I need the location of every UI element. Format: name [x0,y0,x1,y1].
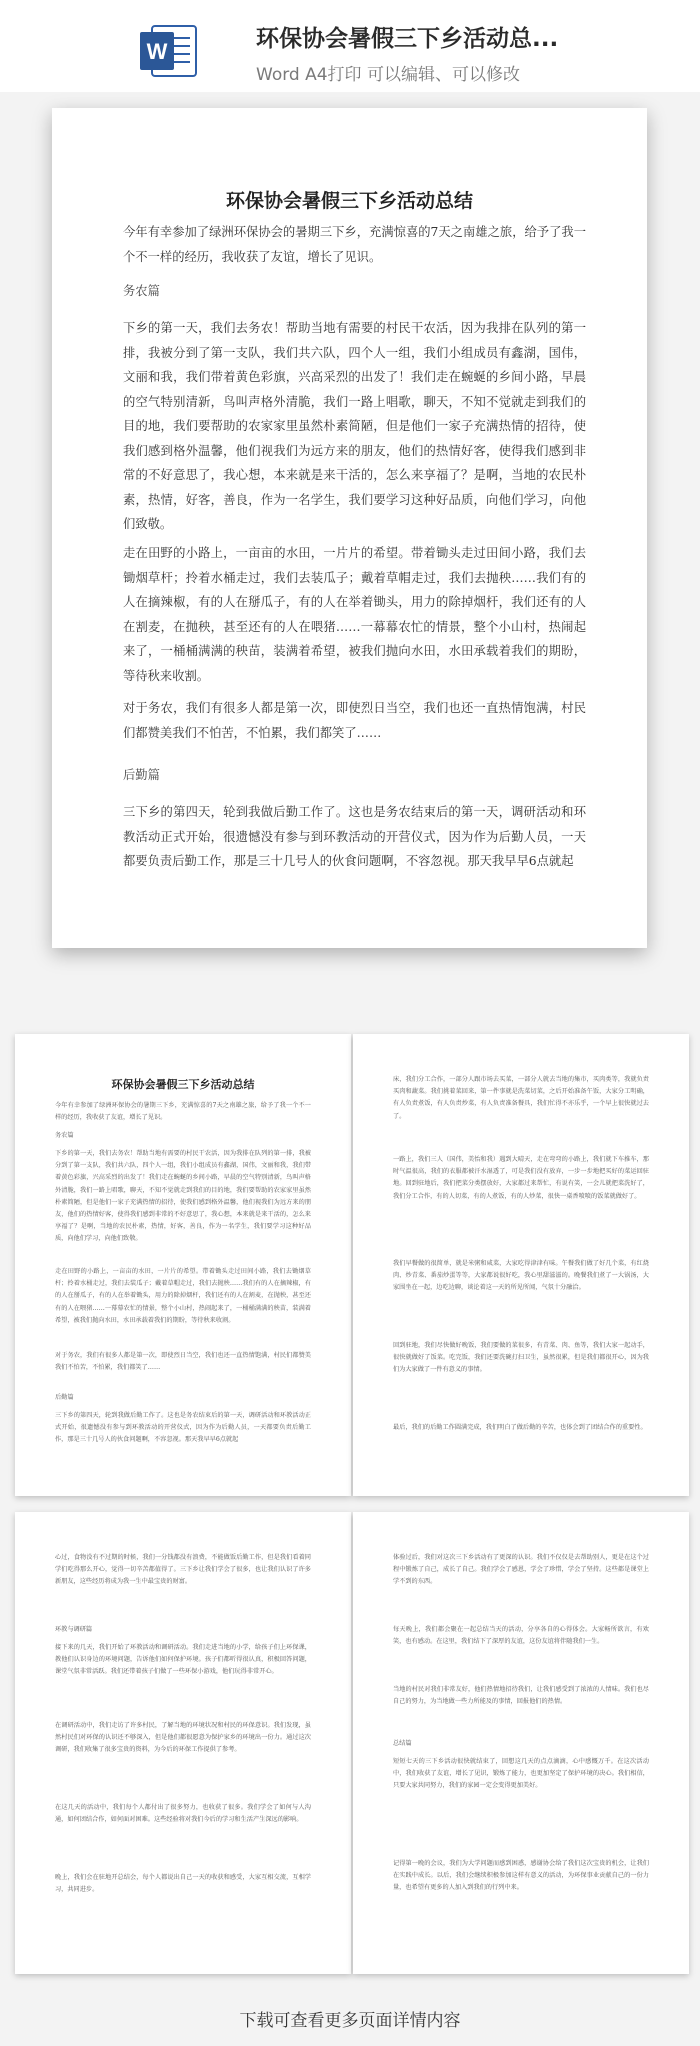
page-thumbnail-4[interactable] [353,1512,689,1974]
section-heading-farming: 务农篇 [123,284,160,298]
thumbnail-text: 体验过后，我们对这次三下乡活动有了更深的认识。我们不仅仅是去帮助别人，更是在这个过程中锻炼了自己，成长了自己。我们学会了感恩，学会了珍惜，学会了坚持。这些都是课堂上学不到的东西。 [393,1554,649,1586]
thumbnail-text: 三下乡的第四天，轮到我做后勤工作了。这也是务农结束后的第一天，调研活动和环教活动正式开始，很遗憾没有参与到环教活动的开营仪式，因为作为后勤人员，一天都要负责后勤工作，那是三十几号人的伙食问题啊，不容忽视。那天我早早6点就起 [55,1412,311,1444]
document-subtitle: Word A4打印 可以编辑、可以修改 [256,65,520,85]
thumbnail-section-heading: 务农篇 [55,1132,74,1139]
thumbnail-section-heading: 后勤篇 [55,1394,74,1401]
thumbnail-text: 回到驻地，我们尽快做好晚饭，我们要做的菜很多，有青菜、肉、鱼等，我们大家一起动手，很快就做好了饭菜。吃完饭，我们还要洗碗打扫卫生，虽然很累，但是我们都很开心，因为我们为大家做了一件有意义的事情。 [393,1342,649,1374]
thumbnail-text: 下乡的第一天，我们去务农！帮助当地有需要的村民干农活，因为我排在队列的第一排，我被分到了第一支队，我们共六队，四个人一组，我们小组成员有鑫湖，国伟，文丽和我，我们带着黄色彩旗，兴高采烈的出发了！我们走在蜿蜒的乡间小路，早晨的空气特别清新，鸟叫声格外清脆，我们一路上唱歌，聊天，不知不觉就走到我们的目的地，我们要帮助的农家家里虽然朴素简陋，但是他们一家子充满热情的招待，使我们感到格外温馨，他们视我们为远方来的朋友，他们的热情好客，使得我们感到非常的不好意思了，我心想，本来就是来干活的，怎么来享福了？是啊，当地的农民朴素，热情，好客，善良，作为一名学生，我们要学习这种好品质，向他们学习，向他们致敬。 [55,1150,311,1243]
section-heading-logistics: 后勤篇 [123,768,160,782]
thumbnail-text: 心过，食物没有不过期的时候，我们一分钱都没有浪费，不能做饭后勤工作，但是我们看着同学们吃得那么开心，觉得一切辛苦都值得了。三下乡让我们学会了很多，也让我们认识了许多新朋友，这些经历将成为我一生中最宝贵的财富。 [55,1554,311,1586]
paragraph-farming-2: 走在田野的小路上，一亩亩的水田，一片片的希望。带着锄头走过田间小路，我们去锄烟草杆；拎着水桶走过，我们去装瓜子；戴着草帽走过，我们去抛秧……我们有的人在摘辣椒，有的人在掰瓜子，有的人在举着锄头，用力的除掉烟杆，我们还有的人在割麦，在抛秧，甚至还有的人在喂猪……一幕幕农忙的情景，整个小山村，热闹起来了，一桶桶满满的秧苗，装满着希望，被我们抛向水田，水田承载着我们的期盼，等待秋来收割。 [123,546,586,683]
thumbnail-text: 对于务农，我们有很多人都是第一次，即使烈日当空，我们也还一直热情饱满，村民们都赞美我们不怕苦，不怕累，我们都笑了…… [55,1352,311,1372]
thumbnail-text: 短短七天的三下乡活动很快就结束了，回想这几天的点点滴滴，心中感慨万千。在这次活动中，我们收获了友谊，增长了见识，锻炼了能力，也更加坚定了保护环境的决心。我们相信，只要大家共同努力，我们的家园一定会变得更加美好。 [393,1758,649,1790]
page-thumbnail-2[interactable] [353,1034,689,1496]
thumbnail-text: 我们早餐做的很简单，就是米粥和咸菜，大家吃得津津有味。午餐我们做了好几个菜，有红烧肉、炒青菜、番茄炒蛋等等，大家都说很好吃，我心里甜滋滋的。晚餐我们煮了一大锅汤，大家围坐在一起，边吃边聊，谈论着这一天的所见所闻，气氛十分融洽。 [393,1260,649,1292]
word-document-icon [138,20,200,82]
thumbnail-title: 环保协会暑假三下乡活动总结 [111,1078,255,1091]
thumbnail-text: 晚上，我们会在驻地开总结会，每个人都说出自己一天的收获和感受，大家互相交流，互相学习，共同进步。 [55,1874,311,1894]
thumbnail-text: 在这几天的活动中，我们每个人都付出了很多努力，也收获了很多。我们学会了如何与人沟通，如何团结合作，如何面对困难。这些经验将对我们今后的学习和生活产生深远的影响。 [55,1804,311,1824]
intro-paragraph: 今年有幸参加了绿洲环保协会的暑期三下乡，充满惊喜的7天之南雄之旅，给予了我一个不一样的经历，我收获了友谊，增长了见识。 [123,225,586,264]
thumbnail-section-heading: 总结篇 [393,1740,412,1747]
thumbnail-text: 走在田野的小路上，一亩亩的水田，一片片的希望。带着锄头走过田间小路，我们去锄烟草杆；拎着水桶走过，我们去装瓜子；戴着草帽走过，我们去抛秧……我们有的人在摘辣椒，有的人在掰瓜子，有的人在举着锄头，用力的除掉烟杆，我们还有的人在割麦，在抛秧，甚至还有的人在喂猪……一幕幕农忙的情景，整个小山村，热闹起来了，一桶桶满满的秧苗，装满着希望，被我们抛向水田，水田承载着我们的期盼，等待秋来收割。 [55,1268,311,1324]
thumbnail-text: 最后，我们的后勤工作圆满完成，我们明白了做后勤的辛苦，也体会到了团结合作的重要性。 [393,1424,647,1431]
thumbnail-text: 每天晚上，我们都会聚在一起总结当天的活动，分享各自的心得体会。大家畅所欲言，有欢笑，也有感动。在这里，我们结下了深厚的友谊，这份友谊将伴随我们一生。 [393,1626,649,1646]
thumbnail-section-heading: 环教与调研篇 [55,1626,93,1633]
download-more-link[interactable]: 下载可查看更多页面详情内容 [239,2011,461,2031]
header [0,0,700,92]
thumbnail-text: 记得第一晚的会议，我们为大学问题而感到困惑，感谢协会给了我们这次宝贵的机会，让我们在实践中成长。以后，我们会继续积极参加这样有意义的活动，为环保事业贡献自己的一份力量，也希望有更多的人加入到我们的行列中来。 [393,1860,649,1892]
paragraph-farming-1: 下乡的第一天，我们去务农！帮助当地有需要的村民干农活，因为我排在队列的第一排，我被分到了第一支队，我们共六队，四个人一组，我们小组成员有鑫湖，国伟，文丽和我，我们带着黄色彩旗，兴高采烈的出发了！我们走在蜿蜒的乡间小路，早晨的空气特别清新，鸟叫声格外清脆，我们一路上唱歌，聊天，不知不觉就走到我们的目的地，我们要帮助的农家家里虽然朴素简陋，但是他们一家子充满热情的招待，使我们感到格外温馨，他们视我们为远方来的朋友，他们的热情好客，使得我们感到非常的不好意思了，我心想，本来就是来干活的，怎么来享福了？是啊，当地的农民朴素，热情，好客，善良，作为一名学生，我们要学习这种好品质，向他们学习，向他们致敬。 [123,321,586,531]
page-thumbnail-3[interactable] [15,1512,351,1974]
thumbnail-text: 接下来的几天，我们开始了环教活动和调研活动。我们走进当地的小学，给孩子们上环保课，教他们认识身边的环境问题，告诉他们如何保护环境。孩子们都听得很认真，积极回答问题，课堂气氛非常活跃。我们还带着孩子们做了一些环保小游戏，他们玩得非常开心。 [55,1644,311,1676]
thumbnail-text: 在调研活动中，我们走访了许多村民，了解当地的环境状况和村民的环保意识。我们发现，虽然村民们对环保的认识还不够深入，但是他们都很愿意为保护家乡的环境出一份力。通过这次调研，我们收集了很多宝贵的资料，为今后的环保工作提供了参考。 [55,1722,311,1754]
thumbnail-text: 一路上，我们三人（国伟，美怡和我）遇到大晴天，走在弯弯的小路上，我们就下车推车，那时气温很高，我们的衣服都被汗水湿透了，可是我们没有放弃，一步一步地把买好的菜运回驻地。回到驻地后，我们把菜分类摆放好，大家都过来帮忙，有说有笑，一会儿就把菜洗好了，我们分工合作，有的人切菜，有的人煮饭，有的人炒菜，很快一桌香喷喷的饭菜就做好了。 [393,1156,649,1200]
thumbnail-text: 当地的村民对我们非常友好，他们热情地招待我们，让我们感受到了浓浓的人情味。我们也尽自己的努力，为当地做一些力所能及的事情，回报他们的热情。 [393,1686,649,1706]
thumbnail-text: 床，我们分工合作，一部分人跟市场去买菜，一部分人就去当地的集市，买肉类等，我就负责买肉和蔬菜。我们挑着菜回来，第一件事就是洗菜切菜，之后开始准备午饭，大家分工明确，有人负责煮饭，有人负责炒菜，有人负责准备餐具，我们忙得不亦乐乎，一个早上很快就过去了。 [393,1076,649,1120]
thumbnail-text: 今年有幸参加了绿洲环保协会的暑期三下乡，充满惊喜的7天之南雄之旅，给予了我一个不一样的经历，我收获了友谊，增长了见识。 [55,1102,311,1122]
paragraph-logistics-1: 三下乡的第四天，轮到我做后勤工作了。这也是务农结束后的第一天，调研活动和环教活动正式开始，很遗憾没有参与到环教活动的开营仪式，因为作为后勤人员，一天都要负责后勤工作，那是三十几号人的伙食问题啊，不容忽视。那天我早早6点就起 [123,805,586,868]
document-page-preview [52,108,647,948]
word-icon-letter: W [146,39,168,64]
page-thumbnail-1[interactable] [15,1034,351,1496]
paragraph-farming-3: 对于务农，我们有很多人都是第一次，即使烈日当空，我们也还一直热情饱满，村民们都赞美我们不怕苦，不怕累，我们都笑了…… [123,701,586,740]
document-title: 环保协会暑假三下乡活动总... [256,26,559,52]
page-heading: 环保协会暑假三下乡活动总结 [225,190,473,212]
